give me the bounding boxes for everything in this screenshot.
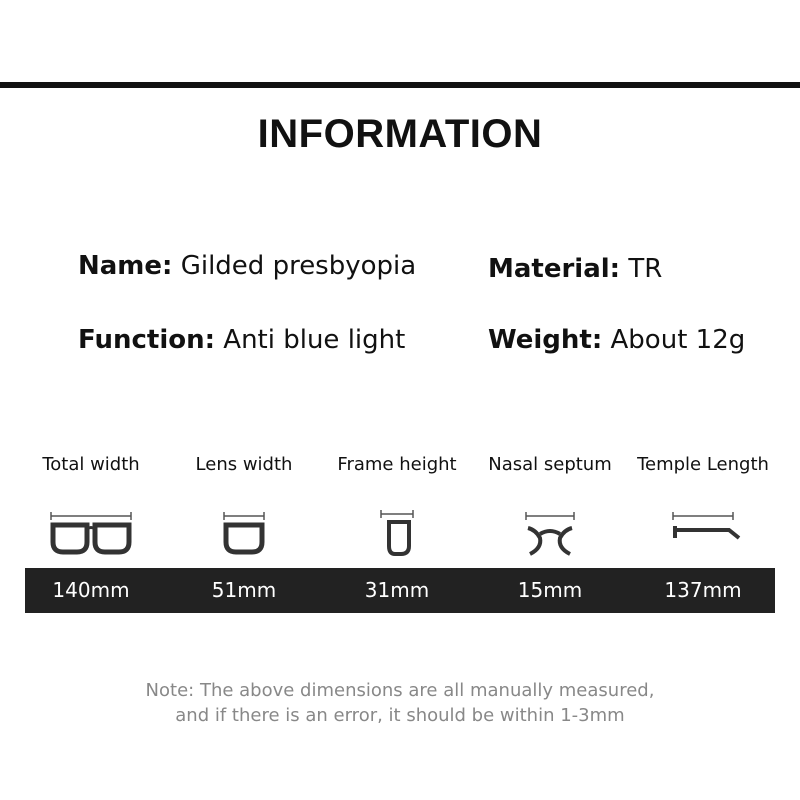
dimension-value-nasal-septum: 15mm [517, 578, 583, 602]
measurement-note-line-2: and if there is an error, it should be within 1-3mm [175, 705, 625, 726]
lens-side-icon [347, 508, 447, 558]
spec-material [488, 254, 662, 284]
top-divider [0, 82, 800, 88]
glasses-front-icon [41, 508, 141, 558]
spec-weight-label: Weight: [488, 325, 603, 355]
spec-material-label: Material: [488, 254, 621, 284]
dimension-value-lens-width: 51mm [211, 578, 277, 602]
page-title: INFORMATION [257, 112, 543, 156]
dimension-label-temple-length: Temple Length [637, 454, 769, 475]
dimension-label-frame-height: Frame height [337, 454, 457, 475]
spec-name-label: Name: [78, 251, 173, 281]
dimension-label-nasal-septum: Nasal septum [488, 454, 612, 475]
single-lens-icon [194, 508, 294, 558]
dimension-label-lens-width: Lens width [195, 454, 293, 475]
spec-weight [488, 325, 745, 355]
spec-function-value: Anti blue light [215, 325, 406, 355]
dimension-label-total-width: Total width [42, 454, 140, 475]
spec-name [78, 251, 416, 281]
nose-bridge-icon [500, 508, 600, 558]
temple-arm-icon [653, 508, 753, 558]
dimension-value-frame-height: 31mm [364, 578, 430, 602]
spec-function-label: Function: [78, 325, 216, 355]
spec-name-value: Gilded presbyopia [172, 251, 417, 281]
measurement-note-line-1: Note: The above dimensions are all manually measured, [145, 680, 655, 701]
spec-function [78, 325, 405, 355]
dimension-value-temple-length: 137mm [664, 578, 742, 602]
dimension-value-total-width: 140mm [52, 578, 130, 602]
spec-weight-value: About 12g [602, 325, 746, 355]
spec-material-value: TR [620, 254, 663, 284]
